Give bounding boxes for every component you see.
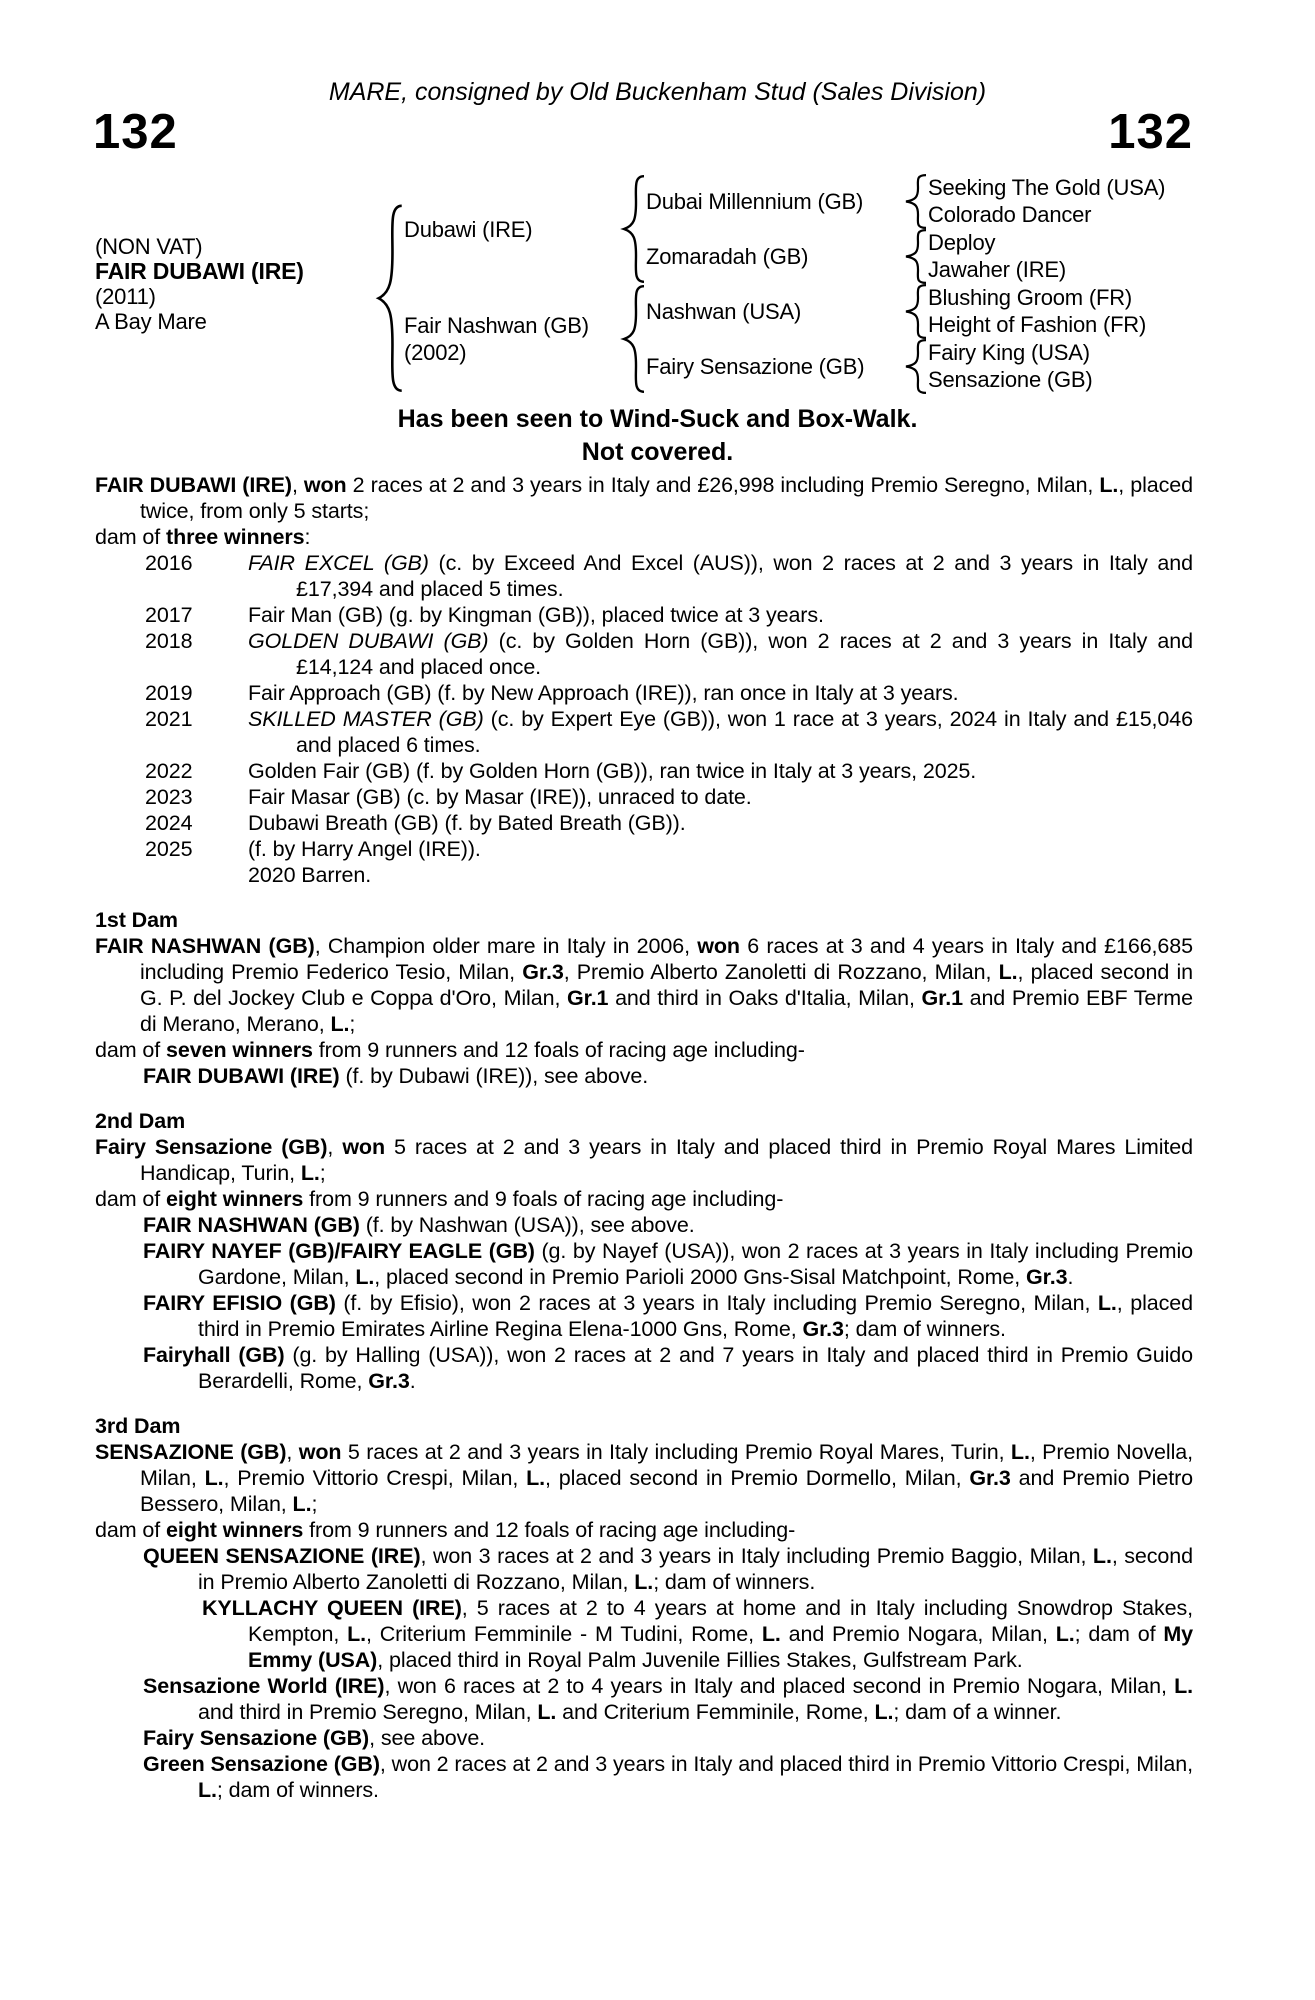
text-run: Gr.3: [522, 960, 564, 984]
produce-year: [145, 862, 248, 888]
text-run: Fairy Sensazione (GB): [143, 1726, 370, 1750]
text-run: Gr.3: [1026, 1265, 1068, 1289]
great-grandparent: Height of Fashion (FR): [928, 312, 1147, 338]
pedigree-table: [95, 174, 1217, 394]
produce-row: [145, 680, 1193, 706]
text-run: L.: [292, 1492, 312, 1516]
great-grandparent: Colorado Dancer: [928, 202, 1092, 228]
grandsire-sire: Dubai Millennium (GB): [646, 188, 864, 214]
text-run: , placed second in G. P. del Jockey Club e Coppa d'Oro, Milan,: [140, 960, 1193, 1010]
text-run: ; dam of a winner.: [893, 1700, 1062, 1724]
text-run: FAIR NASHWAN (GB): [95, 934, 315, 958]
text-run: Fair Masar (GB) (c. by Masar (IRE)), unraced to date.: [248, 785, 752, 809]
text-run: dam of: [95, 1038, 167, 1062]
produce-year: 2023: [145, 785, 193, 809]
pedigree-brace-main-icon: [374, 202, 404, 395]
text-run: ; dam of winners.: [843, 1317, 1006, 1341]
text-run: FAIR NASHWAN (GB): [143, 1213, 360, 1237]
offspring-entry: [143, 1342, 1193, 1394]
text-run: (c. by Golden Horn (GB)), won 2 races at 2 and 3 years in Italy and £14,124 and placed once.: [296, 629, 1193, 679]
text-run: three winners: [166, 525, 305, 549]
text-run: 5 races at 2 and 3 years in Italy including Premio Royal Mares, Turin,: [341, 1440, 1011, 1464]
pedigree-brace-sire-icon: [620, 174, 646, 284]
produce-year: 2016: [145, 551, 193, 575]
text-run: (g. by Halling (USA)), won 2 races at 2 and 7 years in Italy and placed third in Premio Guido Berardelli, Rome,: [198, 1343, 1193, 1393]
text-run: (c. by Expert Eye (GB)), won 1 race at 3 years, 2024 in Italy and £15,046 and placed 6 times.: [296, 707, 1193, 757]
pedigree-brace-gp1-icon: [902, 174, 928, 229]
offspring-entry: [143, 1673, 1193, 1725]
text-run: , Premio Vittorio Crespi, Milan,: [223, 1466, 527, 1490]
produce-row: [145, 550, 1193, 602]
text-run: (f. by Harry Angel (IRE)).: [248, 837, 481, 861]
paragraph: [95, 1037, 1193, 1063]
produce-text: [248, 758, 1193, 784]
text-run: (f. by Efisio), won 2 races at 3 years in Italy including Premio Seregno, Milan,: [335, 1291, 1098, 1315]
paragraph: [95, 933, 1193, 1037]
text-run: , second in Premio Alberto Zanoletti di Rozzano, Milan,: [198, 1544, 1193, 1594]
pedigree-brace-gp3-icon: [902, 284, 928, 339]
text-run: , placed twice, from only 5 starts;: [140, 473, 1193, 523]
text-run: and Criterium Femminile, Rome,: [556, 1700, 875, 1724]
produce-row: [145, 862, 1193, 888]
produce-year: 2019: [145, 681, 193, 705]
text-run: QUEEN SENSAZIONE (IRE): [143, 1544, 421, 1568]
text-run: Dubawi Breath (GB) (f. by Bated Breath (GB)).: [248, 811, 686, 835]
text-run: L.: [1099, 473, 1119, 497]
consignor-note: MARE, consigned by Old Buckenham Stud (Sales Division): [328, 78, 987, 106]
produce-year: 2025: [145, 837, 193, 861]
text-run: won: [697, 934, 740, 958]
great-grandparent: Jawaher (IRE): [928, 257, 1066, 283]
text-run: and third in Oaks d'Italia, Milan,: [608, 986, 922, 1010]
horse-info: [95, 234, 374, 334]
text-run: won: [342, 1135, 386, 1159]
produce-row: [145, 758, 1193, 784]
text-run: L.: [355, 1265, 375, 1289]
grandsire-dam: Nashwan (USA): [646, 298, 802, 324]
text-run: seven winners: [166, 1038, 313, 1062]
text-run: , 5 races at 2 to 4 years at home and in Italy including Snowdrop Stakes, Kempton,: [248, 1596, 1193, 1646]
produce-row: [145, 810, 1193, 836]
text-run: FAIRY NAYEF (GB)/FAIRY EAGLE (GB): [143, 1239, 535, 1263]
text-run: from 9 runners and 12 foals of racing age including-: [303, 1518, 796, 1542]
text-run: FAIR DUBAWI (IRE): [95, 473, 292, 497]
text-run: L.: [874, 1700, 894, 1724]
produce-row: [145, 628, 1193, 680]
text-run: Fairyhall (GB): [143, 1343, 285, 1367]
produce-row: [145, 706, 1193, 758]
text-run: L.: [198, 1778, 217, 1802]
text-run: :: [304, 525, 311, 549]
text-run: Fairy Sensazione (GB): [95, 1135, 328, 1159]
text-run: Green Sensazione (GB): [143, 1752, 380, 1776]
text-run: won: [303, 473, 347, 497]
text-run: SENSAZIONE (GB): [95, 1440, 287, 1464]
horse-year: (2011): [95, 284, 156, 309]
text-run: and Premio EBF Terme di Merano, Merano,: [140, 986, 1193, 1036]
vat-status: (NON VAT): [95, 234, 203, 259]
text-run: Gr.3: [969, 1466, 1011, 1490]
paragraph: [95, 524, 1193, 550]
offspring-entry: [143, 1543, 1193, 1595]
text-run: , won 3 races at 2 and 3 years in Italy including Premio Baggio, Milan,: [420, 1544, 1093, 1568]
dam-year: (2002): [404, 340, 467, 365]
text-run: , placed second in Premio Parioli 2000 Gns-Sisal Matchpoint, Rome,: [374, 1265, 1027, 1289]
great-grandparent: Fairy King (USA): [928, 339, 1090, 365]
text-run: dam of: [95, 525, 167, 549]
offspring-entry: [143, 1238, 1193, 1290]
text-run: eight winners: [166, 1187, 304, 1211]
text-run: L.: [998, 960, 1018, 984]
text-run: ,: [291, 473, 304, 497]
pedigree-brace-gp2-icon: [902, 229, 928, 284]
text-run: KYLLACHY QUEEN (IRE): [202, 1596, 462, 1620]
text-run: (f. by Nashwan (USA)), see above.: [359, 1213, 695, 1237]
paragraph: [95, 1517, 1193, 1543]
sire-cell: [404, 174, 620, 284]
text-run: L.: [347, 1622, 367, 1646]
text-run: , Premio Novella, Milan,: [140, 1440, 1193, 1490]
granddam-sire: Zomaradah (GB): [646, 243, 809, 269]
text-run: L.: [537, 1700, 557, 1724]
text-run: , placed third in Premio Emirates Airline Regina Elena-1000 Gns, Rome,: [198, 1291, 1193, 1341]
text-run: .: [1067, 1265, 1074, 1289]
text-run: from 9 runners and 12 foals of racing age including-: [312, 1038, 805, 1062]
text-run: , see above.: [369, 1726, 486, 1750]
produce-row: [145, 602, 1193, 628]
granddam-dam: Fairy Sensazione (GB): [646, 353, 865, 379]
text-run: Golden Fair (GB) (f. by Golden Horn (GB)), ran twice in Italy at 3 years, 2025.: [248, 759, 977, 783]
produce-year: 2024: [145, 811, 193, 835]
text-run: L.: [1092, 1544, 1112, 1568]
text-run: FAIRY EFISIO (GB): [143, 1291, 336, 1315]
produce-year: 2017: [145, 603, 193, 627]
paragraph: [95, 1439, 1193, 1517]
text-run: Gr.1: [921, 986, 963, 1010]
text-run: ;: [349, 1012, 356, 1036]
text-run: (f. by Dubawi (IRE)), see above.: [339, 1064, 649, 1088]
text-run: 5 races at 2 and 3 years in Italy and placed third in Premio Royal Mares Limited Handicap, Turin,: [140, 1135, 1193, 1185]
great-grandparent: Seeking The Gold (USA): [928, 174, 1166, 200]
pedigree-brace-dam-icon: [620, 284, 646, 394]
text-run: L.: [204, 1466, 224, 1490]
text-run: L.: [330, 1012, 350, 1036]
offspring-entry: [143, 1212, 1193, 1238]
notice-line-1: Has been seen to Wind-Suck and Box-Walk.: [397, 405, 918, 433]
text-run: Gr.3: [802, 1317, 844, 1341]
text-run: (c. by Exceed And Excel (AUS)), won 2 races at 2 and 3 years in Italy and £17,394 and placed 5 times.: [296, 551, 1194, 601]
great-grandparent: Deploy: [928, 229, 996, 255]
paragraph: [95, 472, 1193, 524]
text-run: won: [298, 1440, 342, 1464]
lot-number-right: 132: [1108, 105, 1193, 159]
offspring-entry: [143, 1751, 1193, 1803]
section-heading: 1st Dam: [95, 908, 178, 932]
text-run: 6 races at 3 and 4 years in Italy and £166,685 including Premio Federico Tesio, Milan,: [140, 934, 1194, 984]
great-grandparent: Sensazione (GB): [928, 367, 1093, 393]
produce-row: [145, 836, 1193, 862]
paragraph: [95, 1186, 1193, 1212]
sire-name: Dubawi (IRE): [404, 216, 533, 242]
stable-vices-notice: [0, 403, 1315, 469]
text-run: ,: [327, 1135, 343, 1159]
text-run: eight winners: [166, 1518, 304, 1542]
text-run: ; dam of: [1074, 1622, 1164, 1646]
text-run: , Premio Alberto Zanoletti di Rozzano, Milan,: [563, 960, 999, 984]
offspring-entry: [143, 1063, 1193, 1089]
text-run: , Champion older mare in Italy in 2006,: [314, 934, 698, 958]
text-run: ; dam of winners.: [216, 1778, 379, 1802]
text-run: L.: [1055, 1622, 1075, 1646]
text-run: dam of: [95, 1518, 167, 1542]
notice-line-2: Not covered.: [581, 438, 734, 466]
text-run: Fair Approach (GB) (f. by New Approach (IRE)), ran once in Italy at 3 years.: [248, 681, 959, 705]
text-run: dam of: [95, 1187, 167, 1211]
text-run: and Premio Nogara, Milan,: [780, 1622, 1056, 1646]
text-run: ; dam of winners.: [653, 1570, 816, 1594]
text-run: (g. by Nayef (USA)), won 2 races at 3 years in Italy including Premio Gardone, Milan,: [198, 1239, 1193, 1289]
text-run: from 9 runners and 9 foals of racing age including-: [303, 1187, 784, 1211]
text-run: Gr.1: [566, 986, 609, 1010]
text-run: SKILLED MASTER (GB): [248, 707, 484, 731]
produce-text: [248, 784, 1193, 810]
produce-text: [248, 706, 1193, 758]
produce-text: [248, 550, 1193, 602]
offspring-entry: [143, 1725, 1193, 1751]
section-heading: 3rd Dam: [95, 1414, 181, 1438]
text-run: L.: [526, 1466, 546, 1490]
text-run: , placed third in Royal Palm Juvenile Fillies Stakes, Gulfstream Park.: [377, 1648, 1023, 1672]
produce-year: 2018: [145, 629, 193, 653]
text-run: L.: [300, 1161, 320, 1185]
lot-number-left: 132: [93, 105, 178, 159]
text-run: L.: [634, 1570, 654, 1594]
text-run: and Premio Pietro Bessero, Milan,: [140, 1466, 1194, 1516]
text-run: Fair Man (GB) (g. by Kingman (GB)), placed twice at 3 years.: [248, 603, 824, 627]
produce-row: [145, 784, 1193, 810]
produce-text: [248, 810, 1193, 836]
text-run: 2020 Barren.: [248, 863, 372, 887]
text-run: .: [409, 1369, 416, 1393]
produce-text: [248, 862, 1193, 888]
text-run: Gr.3: [368, 1369, 410, 1393]
paragraph: [95, 1134, 1193, 1186]
produce-year: 2021: [145, 707, 193, 731]
text-run: L.: [1010, 1440, 1030, 1464]
text-run: , won 2 races at 2 and 3 years in Italy and placed third in Premio Vittorio Crespi, Milan,: [379, 1752, 1193, 1776]
great-grandparent: Blushing Groom (FR): [928, 284, 1133, 310]
dam-cell: [404, 284, 620, 394]
offspring-entry: [202, 1595, 1193, 1673]
horse-name: FAIR DUBAWI (IRE): [95, 258, 304, 284]
produce-text: [248, 680, 1193, 706]
text-run: ;: [311, 1492, 318, 1516]
text-run: and third in Premio Seregno, Milan,: [198, 1700, 538, 1724]
text-run: FAIR EXCEL (GB): [248, 551, 429, 575]
text-run: My Emmy (USA): [248, 1622, 1193, 1672]
text-run: , placed second in Premio Dormello, Milan,: [545, 1466, 970, 1490]
horse-description: A Bay Mare: [95, 309, 207, 334]
text-run: ;: [319, 1161, 326, 1185]
text-run: ,: [286, 1440, 299, 1464]
produce-year: 2022: [145, 759, 193, 783]
text-run: Sensazione World (IRE): [143, 1674, 385, 1698]
offspring-entry: [143, 1290, 1193, 1342]
text-run: 2 races at 2 and 3 years in Italy and £26,998 including Premio Seregno, Milan,: [346, 473, 1100, 497]
text-run: L.: [761, 1622, 781, 1646]
text-run: , Criterium Femminile - M Tudini, Rome,: [366, 1622, 762, 1646]
pedigree-brace-gp4-icon: [902, 339, 928, 394]
produce-text: [248, 836, 1193, 862]
text-run: GOLDEN DUBAWI (GB): [248, 629, 489, 653]
produce-text: [248, 628, 1193, 680]
text-run: FAIR DUBAWI (IRE): [143, 1064, 340, 1088]
dam-name: Fair Nashwan (GB): [404, 313, 589, 338]
text-run: , won 6 races at 2 to 4 years in Italy and placed second in Premio Nogara, Milan,: [384, 1674, 1175, 1698]
text-run: L.: [1174, 1674, 1193, 1698]
catalogue-text: [95, 472, 1193, 1803]
section-heading: 2nd Dam: [95, 1109, 186, 1133]
produce-text: [248, 602, 1193, 628]
text-run: L.: [1097, 1291, 1117, 1315]
